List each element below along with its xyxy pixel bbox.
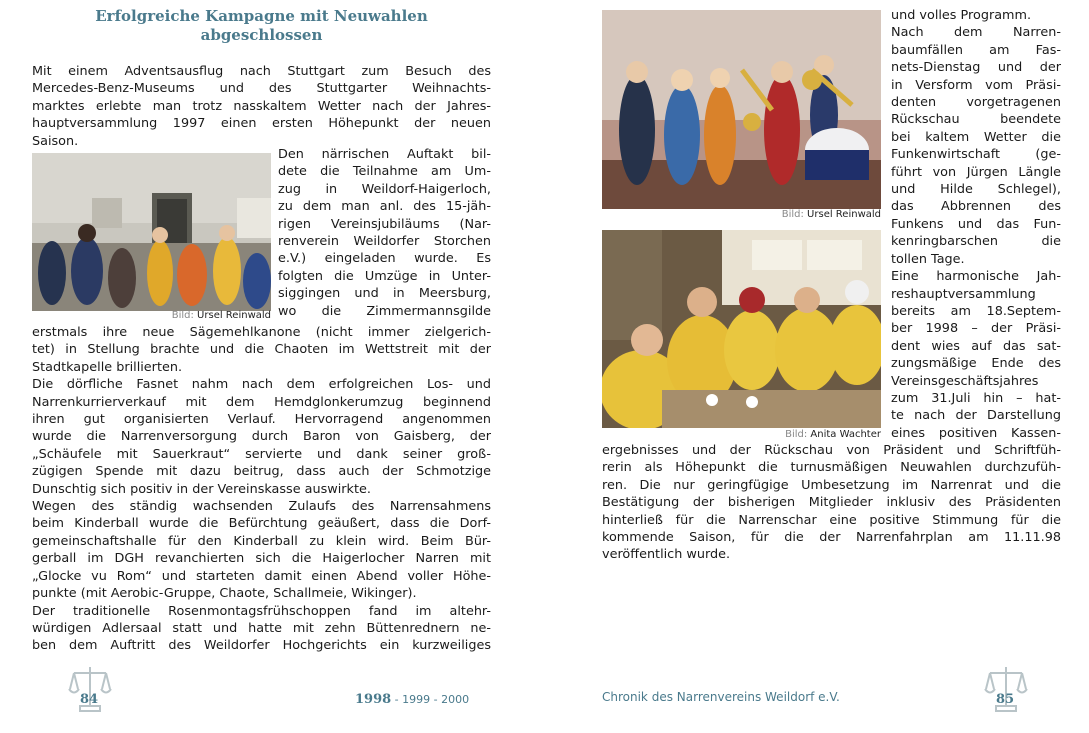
text-line: und volles Programm.	[891, 8, 1032, 23]
text-line: Der traditionelle Rosenmontagsfrühschoppen fand im altehr-	[32, 603, 491, 619]
text-line: baumfällen am Fas-	[891, 42, 1061, 58]
text-line: Mit einem Adventsausflug nach Stuttgart zum Besuch des	[32, 64, 491, 79]
caption-prefix: Bild:	[171, 310, 194, 321]
text-line: te nach der Darstellung	[891, 408, 1061, 424]
text-line: Eine harmonische Jah-	[891, 269, 1061, 285]
text-line: gerball im DGH revanchierten sich die Haigerlocher Narren mit	[32, 551, 491, 567]
text-line: Bestätigung der bisherigen Mitglieder inklusiv des Präsidenten	[602, 495, 1061, 511]
text-line: siggingen und in Meersburg,	[278, 286, 491, 302]
text-line: gemeinschaftshalle für den Kinderball zu klein wird. Beim Bür-	[32, 533, 491, 549]
text-line: und Hilde Schlegel),	[891, 182, 1061, 198]
text-line: „Glocke vu Rom“ und starteten damit einen Abend voller Höhe-	[32, 568, 491, 584]
text-line: Die dörfliche Fasnet nahm nach dem erfolgreichen Los- und	[32, 377, 491, 393]
text-line: Funkens und das Fun-	[891, 216, 1061, 232]
text-line: zungsmäßige Ende des	[891, 356, 1061, 372]
text-line: Mercedes-Benz-Museums und des Stuttgarter Weihnachts-	[32, 81, 491, 97]
page-number: 85	[996, 692, 1015, 707]
text-line: zug in Weildorf-Haigerloch,	[278, 181, 491, 197]
text-line: tollen Tage.	[891, 251, 965, 267]
text-line: beim Kinderball wurde die Befürchtung geäußert, dass die Dorf-	[32, 516, 491, 532]
footer-year-rest: - 1999 - 2000	[391, 693, 470, 706]
parade-photo-caption	[160, 310, 271, 322]
text-line: bei kaltem Wetter die	[891, 129, 1061, 145]
title-line-1: Erfolgreiche Kampagne mit Neuwahlen	[95, 7, 428, 25]
text-line: dete die Teilnahme am Um-	[278, 164, 491, 180]
text-line: hinterließ für die Narrenschar eine positive Stimmung für die	[602, 512, 1061, 528]
text-line: ihren gut organisierten Verlauf. Hervorragend angenommen	[32, 412, 491, 428]
text-line: wurde die Narrenversorgung durch Baron von Gaisberg, der	[32, 429, 491, 445]
footer-years	[355, 692, 469, 707]
group-photo-caption	[745, 429, 881, 441]
text-line: renverein Weildorfer Storchen	[278, 234, 491, 250]
caption-prefix: Bild:	[785, 429, 808, 440]
text-line: führt von Jürgen Längle	[891, 164, 1061, 180]
group-table-photo	[602, 230, 881, 428]
page-number: 84	[80, 692, 99, 707]
title-line-2: abgeschlossen	[200, 26, 323, 44]
text-line: würdigen Adlersaal statt und hatte mit zehn Büttenrednern ne-	[32, 620, 491, 636]
text-line: Funkenwirtschaft (ge-	[891, 147, 1061, 163]
caption-author: Anita Wachter	[810, 429, 881, 440]
main-paragraphs	[32, 324, 491, 655]
text-line: hauptversammlung 1997 einen ersten Höhepunkt der neuen	[32, 116, 491, 132]
text-line: bereits am 18.Septem-	[891, 303, 1061, 319]
intro-paragraph	[32, 63, 491, 150]
text-line: zügigen Spende mit dazu beitrug, dass auch der Schmotzige	[32, 464, 491, 480]
text-line: nets-Dienstag und der	[891, 60, 1061, 76]
text-line: ren. Die nur geringfügige Umbesetzung im Narrenrat und die	[602, 477, 1061, 493]
text-line: Narrenkurrierverkauf mit dem Hemdglonkerumzug beginnend	[32, 394, 491, 410]
text-line: ber 1998 – der Präsi-	[891, 321, 1061, 337]
children-music-photo	[602, 10, 881, 209]
text-line: Wegen des ständig wachsenden Zulaufs des Narrensahmens	[32, 499, 491, 515]
right-page	[545, 0, 1089, 733]
text-line: rerin als Höhepunkt die turnusmäßigen Neuwahlen durchzufüh-	[602, 460, 1061, 476]
text-line: Dunschtig sich positiv in der Vereinskasse auswirkte.	[32, 481, 371, 497]
caption-author: Ursel Reinwald	[807, 209, 881, 220]
text-line: dent wies auf das sat-	[891, 338, 1061, 354]
text-line: reshauptversammlung	[891, 286, 1036, 302]
text-line: Stadtkapelle brillierten.	[32, 359, 183, 375]
text-line: Rückschau beendete	[891, 112, 1061, 128]
text-line: eines positiven Kassen-	[891, 425, 1061, 441]
caption-prefix: Bild:	[781, 209, 804, 220]
text-line: tet) in Stellung brachte und die Chaoten im Wettstreit mit der	[32, 342, 491, 358]
text-line: veröffentlich wurde.	[602, 547, 731, 563]
text-line: ergebnisses und der Rückschau von Präsident und Schriftfüh-	[602, 443, 1061, 458]
text-line: zu dem man anl. des 15-jäh-	[278, 199, 491, 215]
parade-photo	[32, 153, 271, 311]
text-line: folgten die Umzüge in Unter-	[278, 268, 491, 284]
text-line: Vereinsgeschäftsjahres	[891, 373, 1039, 389]
text-line: Den närrischen Auftakt bil-	[278, 147, 491, 162]
footer-year-current: 1998	[355, 692, 392, 707]
text-line: Nach dem Narren-	[891, 25, 1061, 41]
text-line: e.V.) eingeladen wurde. Es	[278, 251, 491, 267]
text-line: in Versform vom Präsi-	[891, 77, 1061, 93]
text-line: marktes erlebte man trotz nasskaltem Wetter nach der Jahres-	[32, 98, 491, 114]
text-line: das Abbrennen des	[891, 199, 1061, 215]
text-line: zum 31.Juli hin – hat-	[891, 390, 1061, 406]
text-line: „Schäufele mit Sauerkraut“ servierte und dank seiner groß-	[32, 446, 491, 462]
wrap-paragraph	[278, 146, 491, 320]
text-line: erstmals ihre neue Sägemehlkanone (nicht immer zielgerich-	[32, 325, 491, 340]
caption-author: Ursel Reinwald	[197, 310, 271, 321]
closing-paragraph	[602, 442, 1061, 564]
text-line: rigen Vereinsjubiläums (Nar-	[278, 216, 491, 232]
text-line: punkte (mit Aerobic-Gruppe, Chaote, Schallmeie, Wikinger).	[32, 586, 417, 602]
text-line: denten vorgetragenen	[891, 95, 1061, 111]
side-column-text	[891, 7, 1061, 442]
article-title	[32, 7, 491, 45]
footer-chronicle-title: Chronik des Narrenvereins Weildorf e.V.	[602, 690, 840, 704]
children-photo-caption	[745, 209, 881, 221]
text-line: ben dem Auftritt des Weildorfer Hochgerichts ein kurzweiliges	[32, 638, 491, 654]
text-line: kommende Saison, für die der Narrenfahrplan am 11.11.98	[602, 530, 1061, 546]
text-line: wo die Zimmermannsgilde	[278, 303, 491, 319]
text-line: Saison.	[32, 133, 79, 149]
text-line: kenringbarschen die	[891, 234, 1061, 250]
